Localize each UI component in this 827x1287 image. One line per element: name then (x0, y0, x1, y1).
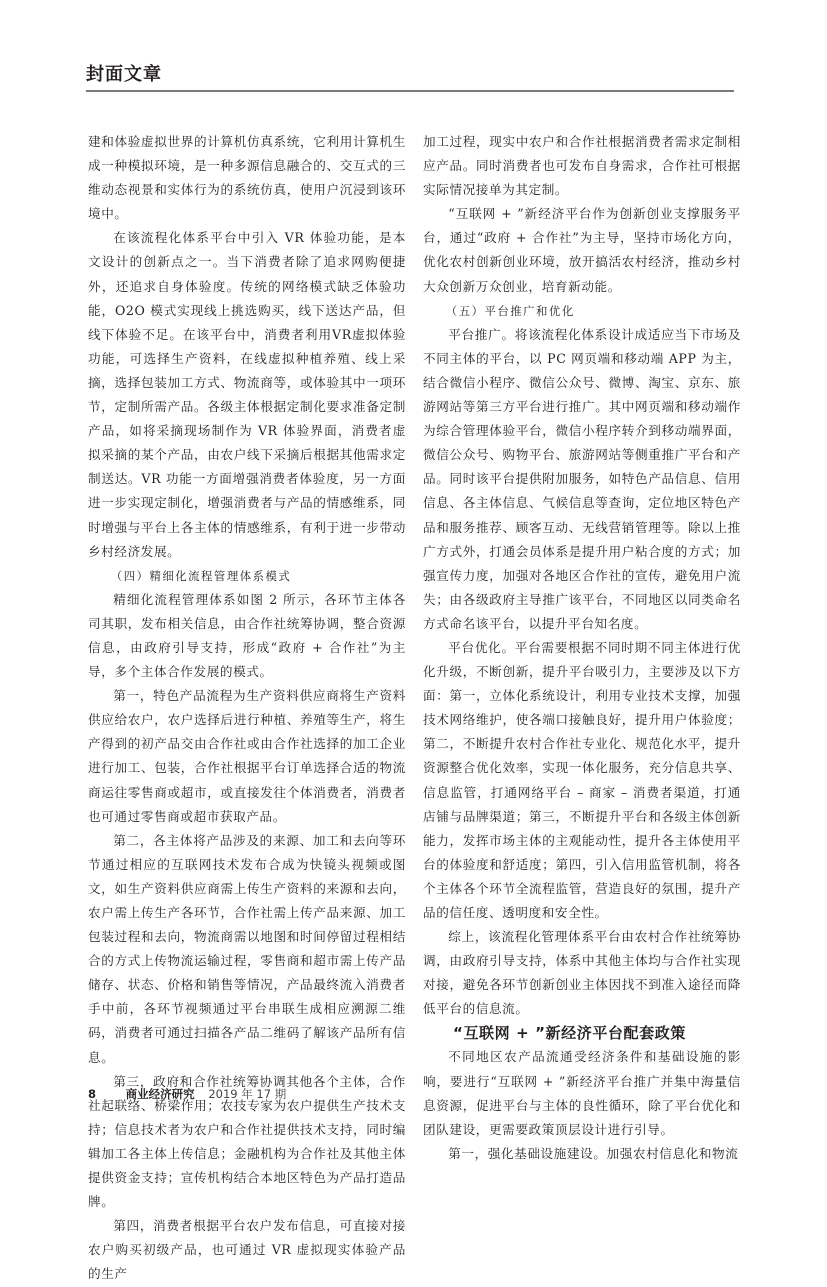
left-column (88, 130, 406, 1287)
body-paragraph: 第三，政府和合作社统筹协调其他各个主体，合作社起联络、桥梁作用；农技专家为农户提供生产技术支持；信息技术者为农户和合作社提供技术支持，同时编辑加工各主体上传信息；金融机构为合作社及其他主体提供资金支持；宣传机构结合本地区特色为产品打造品牌。 (88, 1073, 406, 1210)
body-paragraph: 第四，消费者根据平台农户发布信息，可直接对接农户购买初级产品，也可通过 VR 虚拟现实体验产品的生产 (88, 1218, 406, 1282)
body-paragraph: 在该流程化体系平台中引入 VR 体验功能，是本文设计的创新点之一。当下消费者除了追求网购便捷外，还追求自身体验度。传统的网络模式缺乏体验功能，O2O 模式实现线上挑选购买，线下送达产品，但线下体验不足。在该平台中，消费者利用VR虚拟体验功能，可选择生产资料，在线虚拟种植养殖、线上采摘，选择包装加工方式、物流商等，或体验其中一项环节，定制所需产品。各级主体根据定制化要求准备定制产品，如将采摘现场制作为 VR 体验界面，消费者虚拟采摘的某个产品，由农户线下采摘后根据其他需求定制送达。VR 功能一方面增强消费者体验度，另一方面进一步实现定制化，增强消费者与产品的情感维系，同时增强与平台上各主体的情感维系，有利于进一步带动乡村经济发展。 (88, 230, 406, 559)
page-footer (88, 1086, 286, 1102)
body-paragraph: 第二，各主体将产品涉及的来源、加工和去向等环节通过相应的互联网技术发布合成为快镜头视频或图文，如生产资料供应商需上传生产资料的来源和去向，农户需上传生产各环节，合作社需上传产品来源、加工包装过程和去向，物流商需以地图和时间停留过程相结合的方式上传物流运输过程，零售商和超市需上传产品储存、状态、价格和销售等情况，产品最终流入消费者手中前，各环节视频通过平台串联生成相应溯源二维码，消费者可通过扫描各产品二维码了解该产品所有信息。 (88, 832, 406, 1065)
body-paragraph: 第一，特色产品流程为生产资料供应商将生产资料供应给农户，农户选择后进行种植、养殖等生产，将生产得到的初产品交由合作社或由合作社选择的加工企业进行加工、包装，合作社根据平台订单选择合适的物流商运往零售商或超市，或直接发往个体消费者，消费者也可通过零售商或超市获取产品。 (88, 688, 406, 824)
subsection-heading: （四）精细化流程管理体系模式 (110, 568, 292, 583)
body-paragraph: “互联网 + ”新经济平台作为创新创业支撑服务平台，通过“政府 + 合作社”为主导，坚持市场化方向，优化农村创新创业环境，放开搞活农村经济，推动乡村大众创新万众创业，培育新动能。 (423, 206, 741, 294)
header-divider (86, 90, 734, 92)
body-paragraph: 第一，强化基础设施建设。加强农村信息化和物流 (448, 1145, 739, 1161)
page-header (86, 62, 734, 92)
body-paragraph: 精细化流程管理体系如图 2 所示，各环节主体各司其职，发布相关信息，由合作社统筹协调，整合资源信息，由政府引导支持，形成“政府 + 合作社”为主导，多个主体合作发展的模式。 (88, 591, 406, 680)
section-heading: “互联网 + ”新经济平台配套政策 (453, 1024, 686, 1043)
page-number: 8 (88, 1087, 97, 1101)
body-paragraph: 综上，该流程化管理体系平台由农村合作社统筹协调，由政府引导支持，体系中其他主体均与合作社实现对接，避免各环节创新创业主体因找不到准入途径而降低平台的信息流。 (423, 929, 741, 1017)
body-paragraph: 加工过程，现实中农户和合作社根据消费者需求定制相应产品。同时消费者也可发布自身需求，合作社可根据实际情况接单为其定制。 (423, 134, 741, 198)
body-paragraph: 建和体验虚拟世界的计算机仿真系统，它利用计算机生成一种模拟环境，是一种多源信息融合的、交互式的三维动态视景和实体行为的系统仿真，使用户沉浸到该环境中。 (88, 134, 406, 222)
body-paragraph: 平台推广。将该流程化体系设计成适应当下市场及不同主体的平台，以 PC 网页端和移动端 APP 为主，结合微信小程序、微信公众号、微博、淘宝、京东、旅游网站等第三方平台进行推广。其中网页端和移动端作为综合管理体验平台，微信小程序转介到移动端界面，微信公众号、购物平台、旅游网站等侧重推广平台和产品。同时该平台提供附加服务，如特色产品信息、信用信息、各主体信息、气候信息等查询，定位地区特色产品和服务推荐、顾客互动、无线营销管理等。除以上推广方式外，打通会员体系是提升用户粘合度的方式；加强宣传力度，加强对各地区合作社的宣传，避免用户流失；由各级政府主导推广该平台，不同地区以同类命名方式命名该平台，以提升平台知名度。 (423, 326, 741, 631)
section-label: 封面文章 (86, 64, 162, 85)
body-paragraph: 不同地区农产品流通受经济条件和基础设施的影响，要进行“互联网 + ”新经济平台推广并集中海量信息资源，促进平台与主体的良性循环，除了平台优化和团队建设，更需要政策顶层设计进行引导。 (423, 1049, 741, 1137)
right-column (423, 130, 741, 1166)
body-paragraph: 平台优化。平台需要根据不同时期不同主体进行优化升级，不断创新，提升平台吸引力，主要涉及以下方面：第一，立体化系统设计，利用专业技术支撑，加强技术网络维护，使各端口接触良好，提升用户体验度；第二，不断提升农村合作社专业化、规范化水平，提升资源整合优化效率，实现一体化服务，充分信息共享、信息监管，打通网络平台 – 商家 – 消费者渠道，打通店铺与品牌渠道；第三，不断提升平台和各级主体创新能力，发挥市场主体的主观能动性，提升各主体使用平台的体验度和舒适度；第四，引入信用监管机制，将各个主体各个环节全流程监管，营造良好的氛围，提升产品的信任度、透明度和安全性。 (423, 639, 741, 920)
journal-name: 商业经济研究 (125, 1087, 195, 1101)
subsection-heading: （五）平台推广和优化 (445, 303, 575, 318)
issue-label: 2019 年 17 期 (208, 1087, 287, 1101)
